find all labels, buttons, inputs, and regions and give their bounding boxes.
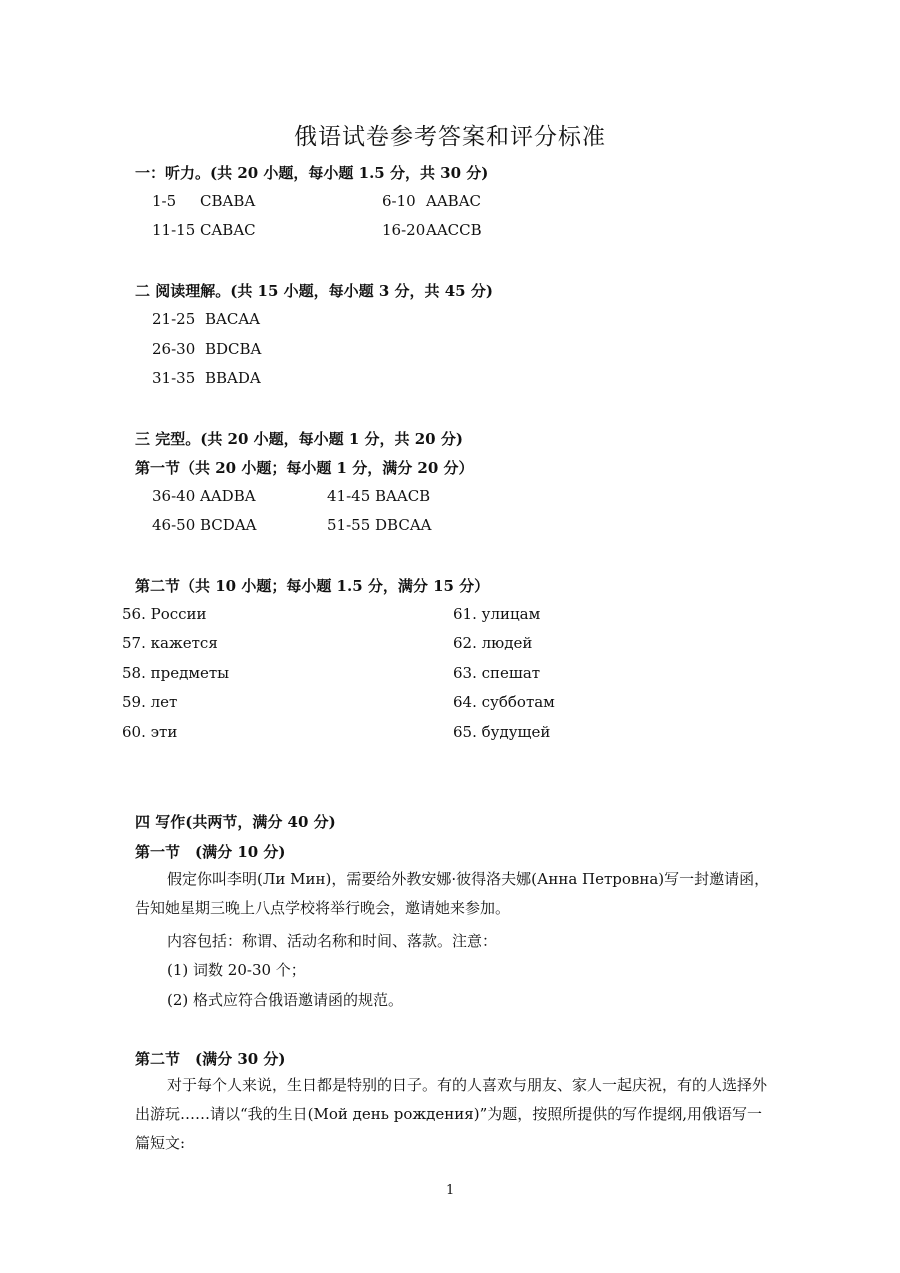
section-4-heading: 四 写作(共两节，满分 40 分) (135, 813, 336, 831)
answer-item: 56. России (122, 605, 207, 623)
answer-key: BACAA (205, 310, 260, 328)
answer-row: 51-55 DBCAA (327, 516, 432, 534)
answer-range: 11-15 (152, 221, 196, 239)
section-4-part-2-heading: 第二节 (满分 30 分) (135, 1050, 286, 1068)
answer-key: BDCBA (205, 340, 262, 358)
answer-item: 58. предметы (122, 664, 230, 682)
section-3-part-2-heading: 第二节（共 10 小题；每小题 1.5 分，满分 15 分） (135, 577, 490, 595)
answer-item: 59. лет (122, 693, 178, 711)
answer-key: CBABA (200, 192, 256, 210)
writing-task-1-content: 内容包括：称谓、活动名称和时间、落款。注意： (167, 932, 498, 950)
section-3-part-1-heading: 第一节（共 20 小题；每小题 1 分，满分 20 分） (135, 459, 474, 477)
answer-item: 60. эти (122, 723, 178, 741)
answer-row: 36-40 AADBA (152, 487, 256, 505)
answer-range: 6-10 (382, 192, 416, 210)
answer-range: 31-35 (152, 369, 196, 387)
section-2-heading: 二 阅读理解。(共 15 小题，每小题 3 分，共 45 分) (135, 282, 493, 300)
answer-item: 65. будущей (453, 723, 551, 741)
writing-task-2-prompt: 对于每个人来说，生日都是特别的日子。有的人喜欢与朋友、家人一起庆祝，有的人选择外出游玩……请以“我的生日(Мой день рождения)”为题，按照所提供的写作提纲,用俄语写一篇短文: (135, 1076, 768, 1152)
section-4-part-1-heading: 第一节 (满分 10 分) (135, 843, 286, 861)
section-1-heading: 一：听力。(共 20 小题，每小题 1.5 分，共 30 分) (135, 164, 489, 182)
answer-key: BBADA (205, 369, 261, 387)
answer-item: 64. субботам (453, 693, 555, 711)
answer-key: CABAC (200, 221, 256, 239)
answer-item: 62. людей (453, 634, 533, 652)
answer-range: 21-25 (152, 310, 196, 328)
answer-range: 16-20 (382, 221, 426, 239)
answer-key: AABAC (426, 192, 481, 210)
answer-row: 46-50 BCDAA (152, 516, 257, 534)
answer-range: 26-30 (152, 340, 196, 358)
answer-item: 63. спешат (453, 664, 541, 682)
page-title: 俄语试卷参考答案和评分标准 (294, 124, 606, 150)
section-3-heading: 三 完型。(共 20 小题，每小题 1 分，共 20 分) (135, 430, 463, 448)
writing-task-1-note: (1) 词数 20-30 个； (167, 961, 306, 979)
answer-item: 57. кажется (122, 634, 218, 652)
answer-row: 41-45 BAACB (327, 487, 431, 505)
answer-range: 1-5 (152, 192, 177, 210)
page-number: 1 (446, 1183, 455, 1198)
answer-item: 61. улицам (453, 605, 541, 623)
writing-task-1-prompt: 假定你叫李明(Ли Мин)，需要给外教安娜·彼得洛夫娜(Анна Петровна)写一封邀请函，告知她星期三晚上八点学校将举行晚会，邀请她来参加。 (135, 870, 770, 917)
writing-task-1-note: (2) 格式应符合俄语邀请函的规范。 (167, 991, 404, 1009)
answer-key: AACCB (426, 221, 482, 239)
